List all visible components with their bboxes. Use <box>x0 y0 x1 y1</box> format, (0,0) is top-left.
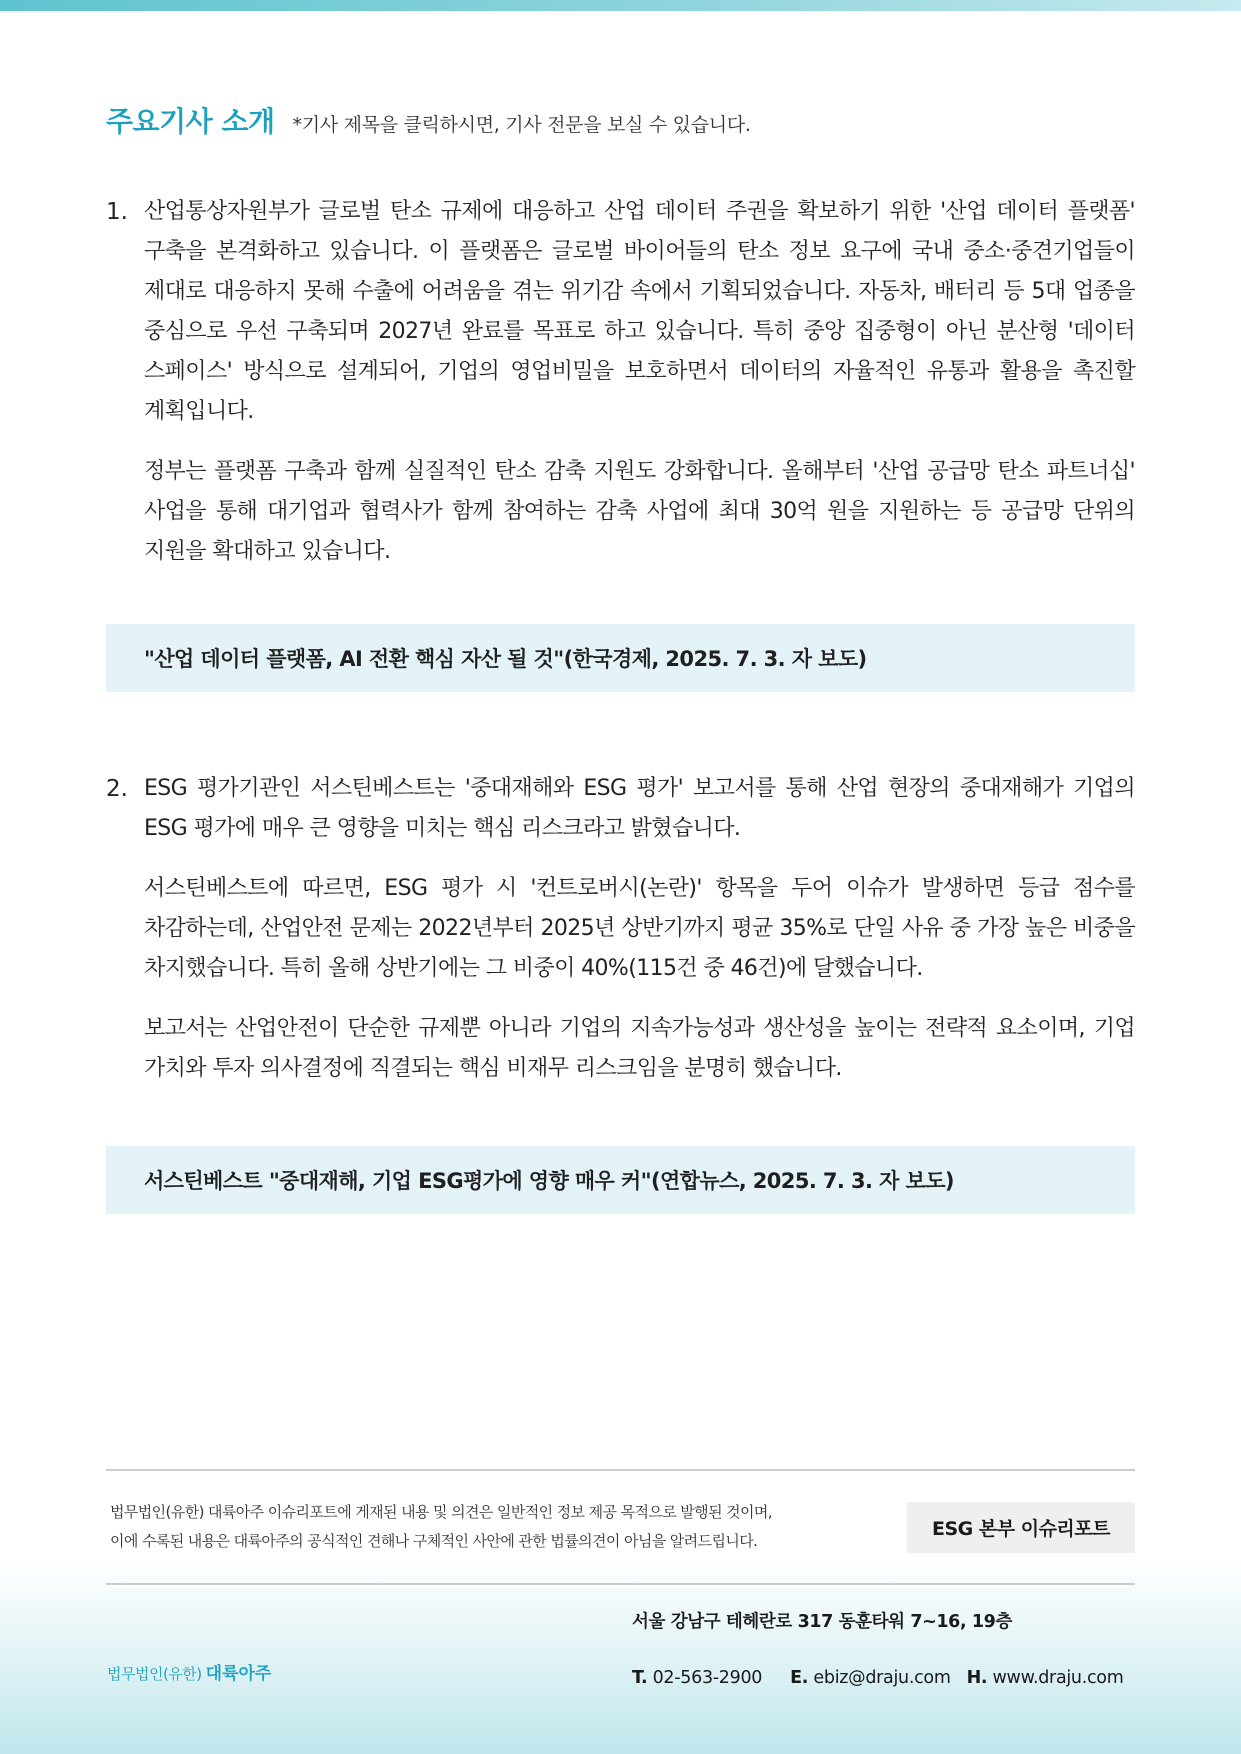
article-paragraph: 정부는 플랫폼 구축과 함께 실질적인 탄소 감축 지원도 강화합니다. 올해부터 '산업 공급망 탄소 파트너십' 사업을 통해 대기업과 협력사가 함께 참여하는 감축 사업에 최대 30억 원을 지원하는 등 공급망 단위의 지원을 확대하고 있습니다. <box>144 459 1135 564</box>
tel-label: T. <box>632 1668 648 1688</box>
top-accent-bar <box>0 0 1241 11</box>
section-note: *기사 제목을 클릭하시면, 기사 전문을 보실 수 있습니다. <box>292 114 751 136</box>
firm-name: 대륙아주 <box>205 1664 272 1684</box>
article-paragraph: 산업통상자원부가 글로벌 탄소 규제에 대응하고 산업 데이터 주권을 확보하기 위한 '산업 데이터 플랫폼' 구축을 본격화하고 있습니다. 이 플랫폼은 글로벌 바이어들의 탄소 정보 요구에 국내 중소·중견기업들이 제대로 대응하지 못해 수출에 어려움을 겪는 위기감 속에서 기획되었습니다. 자동차, 배터리 등 5대 업종을 중심으로 우선 구축되며 2027년 완료를 목표로 하고 있습니다. 특히 중앙 집중형이 아닌 분산형 '데이터 스페이스' 방식으로 설계되어, 기업의 영업비밀을 보호하면서 데이터의 자율적인 유통과 활용을 촉진할 계획입니다. <box>144 199 1135 424</box>
footer-background <box>0 1560 1241 1754</box>
disclaimer <box>110 1498 772 1556</box>
article-body <box>144 192 1135 572</box>
article-paragraph: 서스틴베스트에 따르면, ESG 평가 시 '컨트로버시(논란)' 항목을 두어 이슈가 발생하면 등급 점수를 차감하는데, 산업안전 문제는 2022년부터 2025년 상반기까지 평균 35%로 단일 사유 중 가장 높은 비중을 차지했습니다. 특히 올해 상반기에는 그 비중이 40%(115건 중 46건)에 달했습니다. <box>144 876 1135 981</box>
article-paragraph: ESG 평가기관인 서스틴베스트는 '중대재해와 ESG 평가' 보고서를 통해 산업 현장의 중대재해가 기업의 ESG 평가에 매우 큰 영향을 미치는 핵심 리스크라고 밝혔습니다. <box>144 776 1135 841</box>
article-2 <box>106 769 1135 1109</box>
footer-divider-bottom <box>106 1583 1135 1585</box>
email-label: E. <box>790 1668 809 1688</box>
article-source-link[interactable]: 서스틴베스트 "중대재해, 기업 ESG평가에 영향 매우 커"(연합뉴스, 2025. 7. 3. 자 보도) <box>144 1169 954 1193</box>
article-1 <box>106 192 1135 592</box>
article-number: 1. <box>106 199 128 225</box>
article-1-source-box[interactable] <box>106 624 1135 692</box>
web-label: H. <box>966 1668 988 1688</box>
disclaimer-line: 이에 수록된 내용은 대륙아주의 공식적인 견해나 구체적인 사안에 관한 법률의견이 아님을 알려드립니다. <box>110 1532 758 1550</box>
article-body <box>144 769 1135 1089</box>
tel-number: 02-563-2900 <box>652 1668 763 1688</box>
report-badge: ESG 본부 이슈리포트 <box>907 1502 1135 1553</box>
article-source-link[interactable]: "산업 데이터 플랫폼, AI 전환 핵심 자산 될 것"(한국경제, 2025. 7. 3. 자 보도) <box>144 647 867 671</box>
article-paragraph: 보고서는 산업안전이 단순한 규제뿐 아니라 기업의 지속가능성과 생산성을 높이는 전략적 요소이며, 기업 가치와 투자 의사결정에 직결되는 핵심 비재무 리스크임을 분명히 했습니다. <box>144 1016 1135 1081</box>
firm-address: 서울 강남구 테헤란로 317 동훈타워 7~16, 19층 <box>632 1612 1012 1632</box>
article-2-source-box[interactable] <box>106 1146 1135 1214</box>
article-number: 2. <box>106 776 128 802</box>
firm-type: 법무법인(유한) <box>107 1665 202 1683</box>
contact-info <box>632 1668 1123 1688</box>
firm-logo <box>107 1659 271 1684</box>
website-link[interactable]: www.draju.com <box>992 1668 1124 1688</box>
section-header <box>106 100 751 140</box>
disclaimer-line: 법무법인(유한) 대륙아주 이슈리포트에 게재된 내용 및 의견은 일반적인 정보 제공 목적으로 발행된 것이며, <box>110 1503 772 1521</box>
email-link[interactable]: ebiz@draju.com <box>813 1668 951 1688</box>
section-title: 주요기사 소개 <box>106 105 275 138</box>
footer-divider-top <box>106 1469 1135 1471</box>
